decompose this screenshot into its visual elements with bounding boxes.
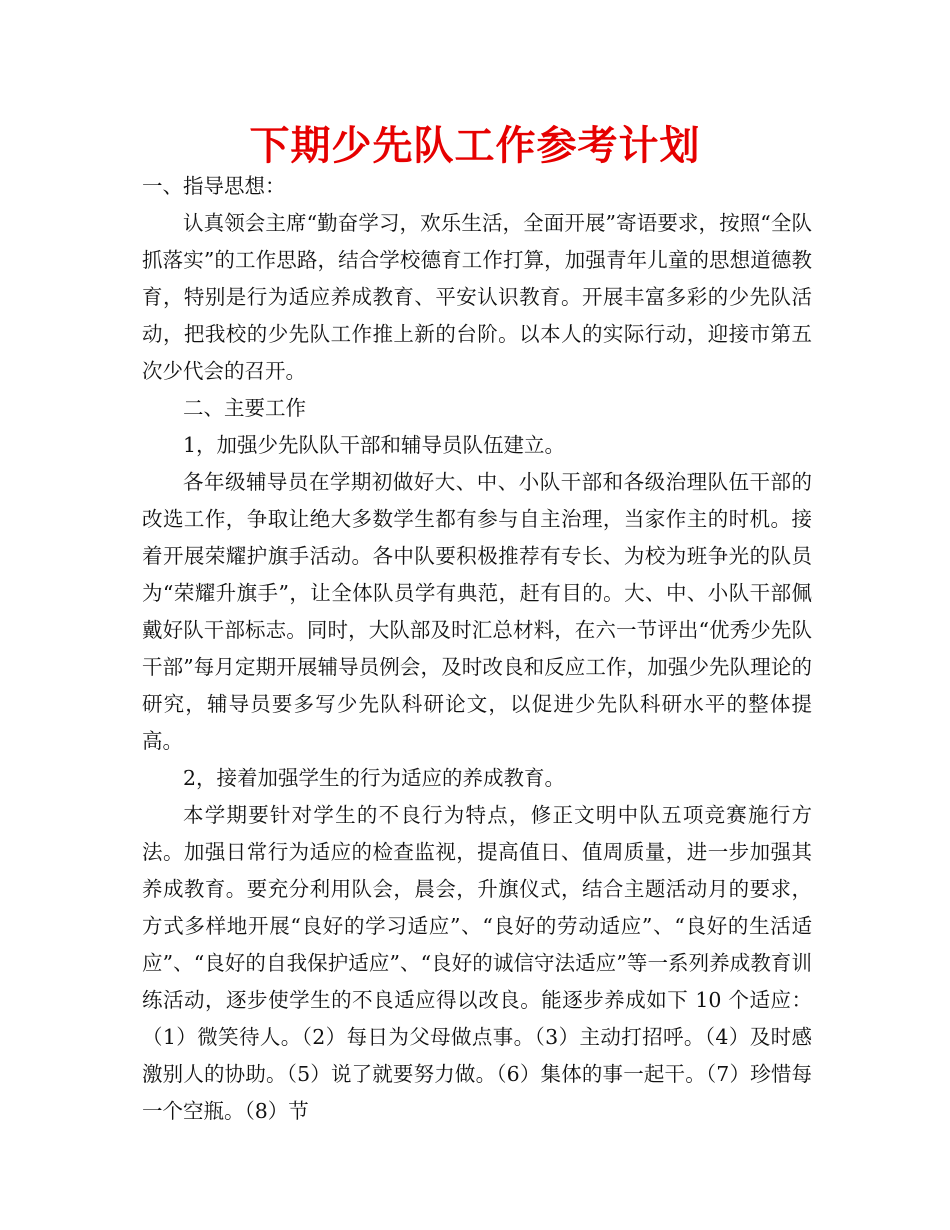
section-heading-main-work: 二、主要工作 (183, 396, 306, 420)
paragraph-guiding-ideology: 认真领会主席“勤奋学习，欢乐生活，全面开展”寄语要求，按照“全队抓落实”的工作思路，结合学校德育工作打算，加强青年儿童的思想道德教育，特别是行为适应养成教育、平安认识教育。开展丰富多彩的少先队活动，把我校的少先队工作推上新的台阶。以本人的实际行动，迎接市第五次少代会的召开。 (142, 211, 812, 383)
section-heading-guiding-ideology: 一、指导思想： (142, 174, 286, 198)
document-title: 下期少先队工作参考计划 (249, 123, 701, 169)
document-body (142, 168, 812, 1130)
paragraph-team-building: 各年级辅导员在学期初做好大、中、小队干部和各级治理队伍干部的改选工作，争取让绝大多数学生都有参与自主治理，当家作主的时机。接着开展荣耀护旗手活动。各中队要积极推荐有专长、为校为班争光的队员为“荣耀升旗手”，让全体队员学有典范，赶有目的。大、中、小队干部佩戴好队干部标志。同时，大队部及时汇总材料，在六一节评出“优秀少先队干部”每月定期开展辅导员例会，及时改良和反应工作，加强少先队理论的研究，辅导员要多写少先队科研论文，以促进少先队科研水平的整体提高。 (142, 470, 812, 753)
subheading-habit-education: 2，接着加强学生的行为适应的养成教育。 (183, 766, 566, 790)
paragraph-habit-education: 本学期要针对学生的不良行为特点，修正文明中队五项竞赛施行方法。加强日常行为适应的检查监视，提高值日、值周质量，进一步加强其养成教育。要充分利用队会，晨会，升旗仪式，结合主题活动月的要求，方式多样地开展“良好的学习适应”、“良好的劳动适应”、“良好的生活适应”、“良好的自我保护适应”、“良好的诚信守法适应”等一系列养成教育训练活动，逐步使学生的不良适应得以改良。能逐步养成如下 10 个适应：（1）微笑待人。（2）每日为父母做点事。（3）主动打招呼。（4）及时感激别人的协助。（5）说了就要努力做。（6）集体的事一起干。（7）珍惜每一个空瓶。（8）节 (142, 803, 812, 1123)
subheading-team-building: 1，加强少先队队干部和辅导员队伍建立。 (183, 433, 566, 457)
